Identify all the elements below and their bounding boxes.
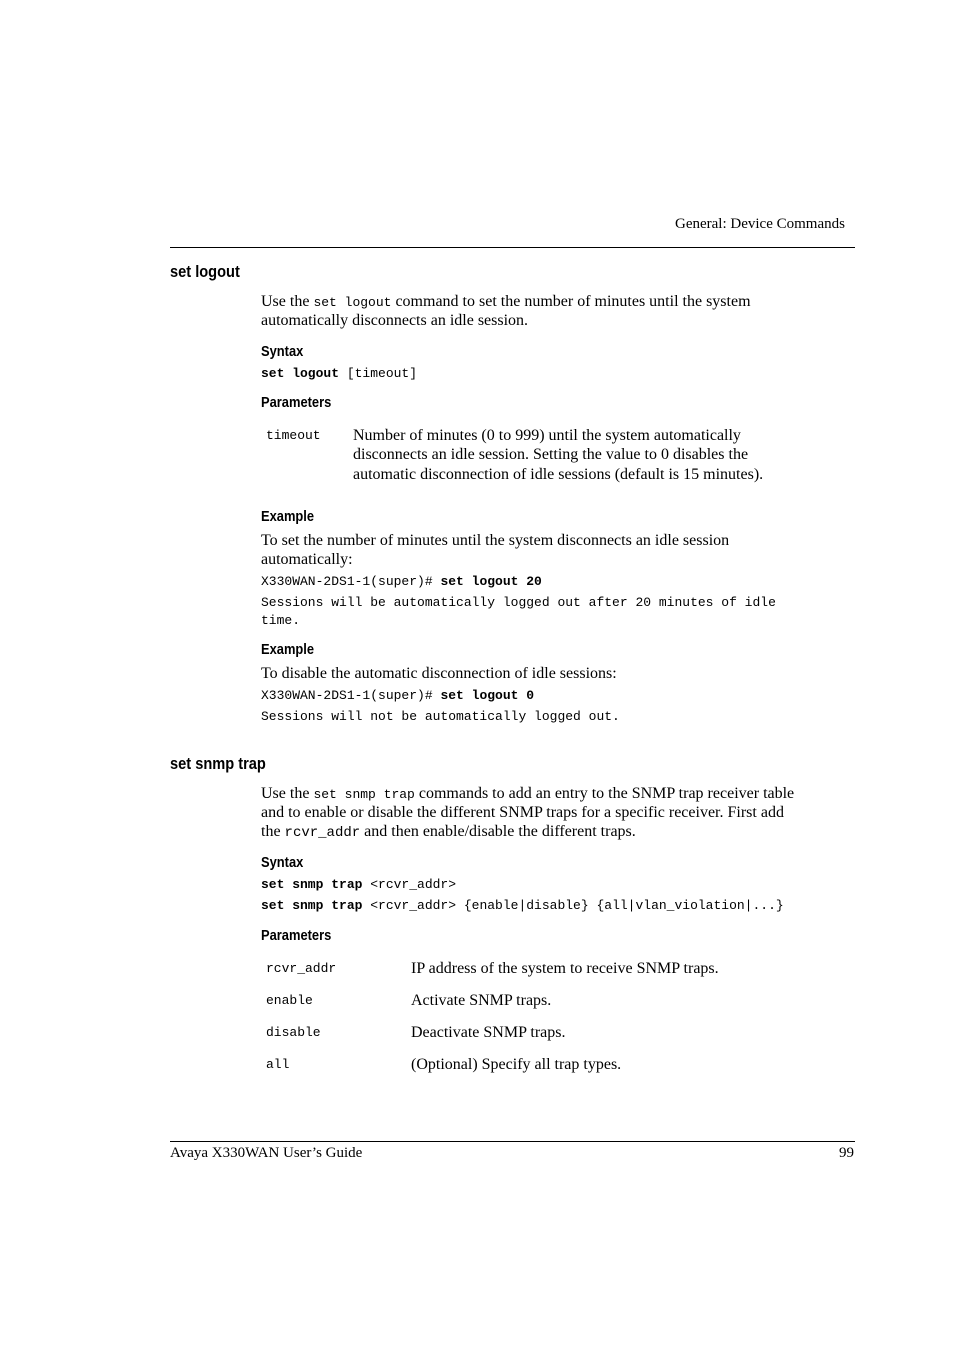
cli-prompt: X330WAN-2DS1-1(super)# xyxy=(261,574,441,589)
intro-pre: Use the xyxy=(261,785,314,802)
snmp-syntax-line2 xyxy=(261,897,784,915)
param-name-enable: enable xyxy=(266,993,313,1008)
syntax-args: [timeout] xyxy=(339,366,418,381)
logout-intro-line1 xyxy=(261,292,751,312)
intro-post: commands to add an entry to the SNMP trap receiver table xyxy=(414,785,795,802)
footer-page-number: 99 xyxy=(839,1145,854,1161)
intro-pre: the xyxy=(261,823,285,840)
param-name-disable: disable xyxy=(266,1025,321,1040)
param-desc-timeout-line3: automatic disconnection of idle sessions (default is 15 minutes). xyxy=(353,466,764,483)
cli-command: set logout 0 xyxy=(440,688,535,703)
param-name-all: all xyxy=(266,1057,290,1072)
intro-post: command to set the number of minutes until the system xyxy=(391,293,751,310)
cli-command: set logout 20 xyxy=(440,574,542,589)
logout-intro-line2: automatically disconnects an idle session. xyxy=(261,312,529,329)
example1-output-line1: Sessions will be automatically logged out after 20 minutes of idle xyxy=(261,595,776,610)
param-name-timeout: timeout xyxy=(266,428,321,443)
param-desc-all: (Optional) Specify all trap types. xyxy=(411,1056,622,1073)
snmp-parameters-heading: Parameters xyxy=(261,927,332,944)
example1-text-line1: To set the number of minutes until the system disconnects an idle session xyxy=(261,532,730,549)
snmp-intro-line3 xyxy=(261,822,636,842)
section-title-set-logout: set logout xyxy=(170,262,240,281)
syntax-args: <rcvr_addr> {enable|disable} {all|vlan_violation|...} xyxy=(362,898,784,913)
footer-doc-title: Avaya X330WAN User’s Guide xyxy=(170,1145,363,1161)
intro-code: rcvr_addr xyxy=(284,825,361,841)
header-rule xyxy=(170,247,855,248)
cli-prompt: X330WAN-2DS1-1(super)# xyxy=(261,688,441,703)
syntax-command: set snmp trap xyxy=(261,898,363,913)
logout-parameters-heading: Parameters xyxy=(261,394,332,411)
example2-output: Sessions will not be automatically logged out. xyxy=(261,709,620,724)
snmp-intro-line2: and to enable or disable the different SNMP traps for a specific receiver. First add xyxy=(261,804,784,821)
example2-text: To disable the automatic disconnection of idle sessions: xyxy=(261,665,617,682)
intro-pre: Use the xyxy=(261,293,314,310)
intro-post: and then enable/disable the different traps. xyxy=(360,823,636,840)
param-desc-rcvr-addr: IP address of the system to receive SNMP traps. xyxy=(411,960,719,977)
logout-syntax xyxy=(261,365,417,383)
example1-heading: Example xyxy=(261,508,315,525)
intro-code: set logout xyxy=(313,295,392,310)
footer-rule xyxy=(170,1141,855,1142)
example1-output-line2: time. xyxy=(261,613,301,628)
syntax-command: set logout xyxy=(261,366,340,381)
syntax-command: set snmp trap xyxy=(261,877,363,892)
example2-heading: Example xyxy=(261,641,315,658)
snmp-syntax-line1 xyxy=(261,876,456,894)
logout-syntax-heading: Syntax xyxy=(261,343,304,360)
param-name-rcvr-addr: rcvr_addr xyxy=(266,961,337,976)
param-desc-timeout-line1: Number of minutes (0 to 999) until the system automatically xyxy=(353,427,741,444)
snmp-intro-line1 xyxy=(261,784,794,804)
intro-code: set snmp trap xyxy=(313,787,415,802)
param-desc-enable: Activate SNMP traps. xyxy=(411,992,552,1009)
example2-command-line xyxy=(261,687,534,705)
example1-command-line xyxy=(261,573,542,591)
snmp-syntax-heading: Syntax xyxy=(261,854,304,871)
running-header: General: Device Commands xyxy=(675,216,845,232)
param-desc-disable: Deactivate SNMP traps. xyxy=(411,1024,566,1041)
section-title-set-snmp-trap: set snmp trap xyxy=(170,754,266,773)
syntax-args: <rcvr_addr> xyxy=(362,877,457,892)
example1-text-line2: automatically: xyxy=(261,551,353,568)
param-desc-timeout-line2: disconnects an idle session. Setting the value to 0 disables the xyxy=(353,446,749,463)
